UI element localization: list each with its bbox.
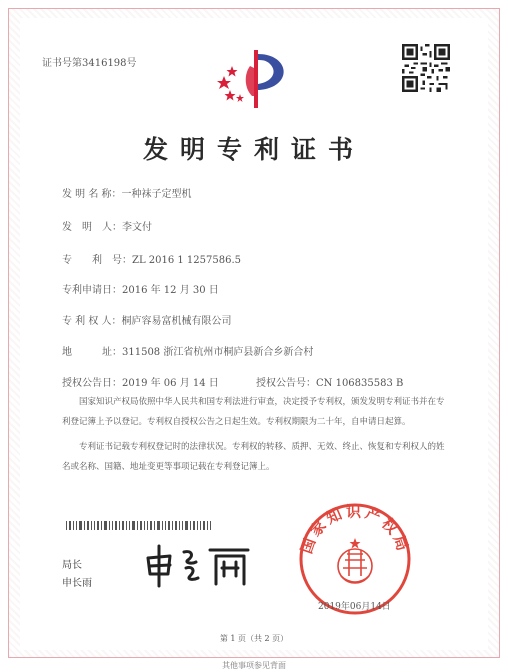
patent-number-row: [62, 251, 241, 266]
certificate-number: 证书号第3416198号: [42, 58, 137, 69]
director-name: 申长雨: [62, 578, 92, 589]
patentee-value: 桐庐容易富机械有限公司: [121, 316, 232, 327]
address-label: 地 址：: [62, 347, 122, 358]
invention-name-value: 一种袜子定型机: [121, 189, 192, 200]
barcode-icon: [66, 521, 211, 530]
body-paragraph-2: 专利证书记载专利权登记时的法律状况。专利权的转移、质押、无效、终止、恢复和专利权人的姓名或名称、国籍、地址变更等事项记载在专利登记簿上。: [62, 442, 445, 472]
grant-number-label: 授权公告号：: [256, 378, 316, 389]
svg-text:国家知识产权局: 国家知识产权局: [297, 502, 413, 556]
body-paragraph-1: 国家知识产权局依照中华人民共和国专利法进行审查，决定授予专利权，颁发发明专利证书并在专利登记簿上予以登记。专利权自授权公告之日起生效。专利权期限为二十年，自申请日起算。: [62, 397, 445, 427]
filing-date-value: 2016 年 12 月 30 日: [122, 285, 219, 296]
inventor-label: 发 明 人：: [62, 222, 122, 233]
footer-note: 其他事项参见背面: [222, 661, 286, 670]
invention-name-row: [62, 185, 192, 200]
page-indicator: 第 1 页（共 2 页）: [219, 634, 289, 643]
director-signature: [140, 540, 260, 590]
grant-date-row: [62, 374, 219, 389]
address-value: 311508 浙江省杭州市桐庐县新合乡新合村: [122, 347, 314, 358]
director-title: 局长: [62, 560, 82, 571]
seal-date: 2019年06月14日: [318, 602, 391, 612]
patentee-row: [62, 312, 232, 327]
page-title: 发明专利证书: [142, 135, 365, 164]
patentee-label: 专 利 权 人：: [62, 316, 122, 327]
filing-date-label: 专利申请日：: [62, 285, 122, 296]
inventor-value: 李文付: [122, 222, 152, 233]
grant-number-row: [256, 374, 403, 389]
cnipa-logo-icon: [214, 46, 296, 112]
patent-number-value: ZL 2016 1 1257586.5: [132, 255, 242, 266]
address-row: [62, 343, 313, 358]
grant-number-value: CN 106835583 B: [316, 378, 404, 389]
invention-name-label: 发 明 名 称：: [62, 189, 122, 200]
grant-date-value: 2019 年 06 月 14 日: [122, 378, 219, 389]
filing-date-row: [62, 281, 219, 296]
grant-date-label: 授权公告日：: [62, 378, 122, 389]
qr-code-icon: [402, 44, 450, 92]
inventor-row: [62, 218, 152, 233]
patent-number-label: 专 利 号：: [62, 255, 132, 266]
